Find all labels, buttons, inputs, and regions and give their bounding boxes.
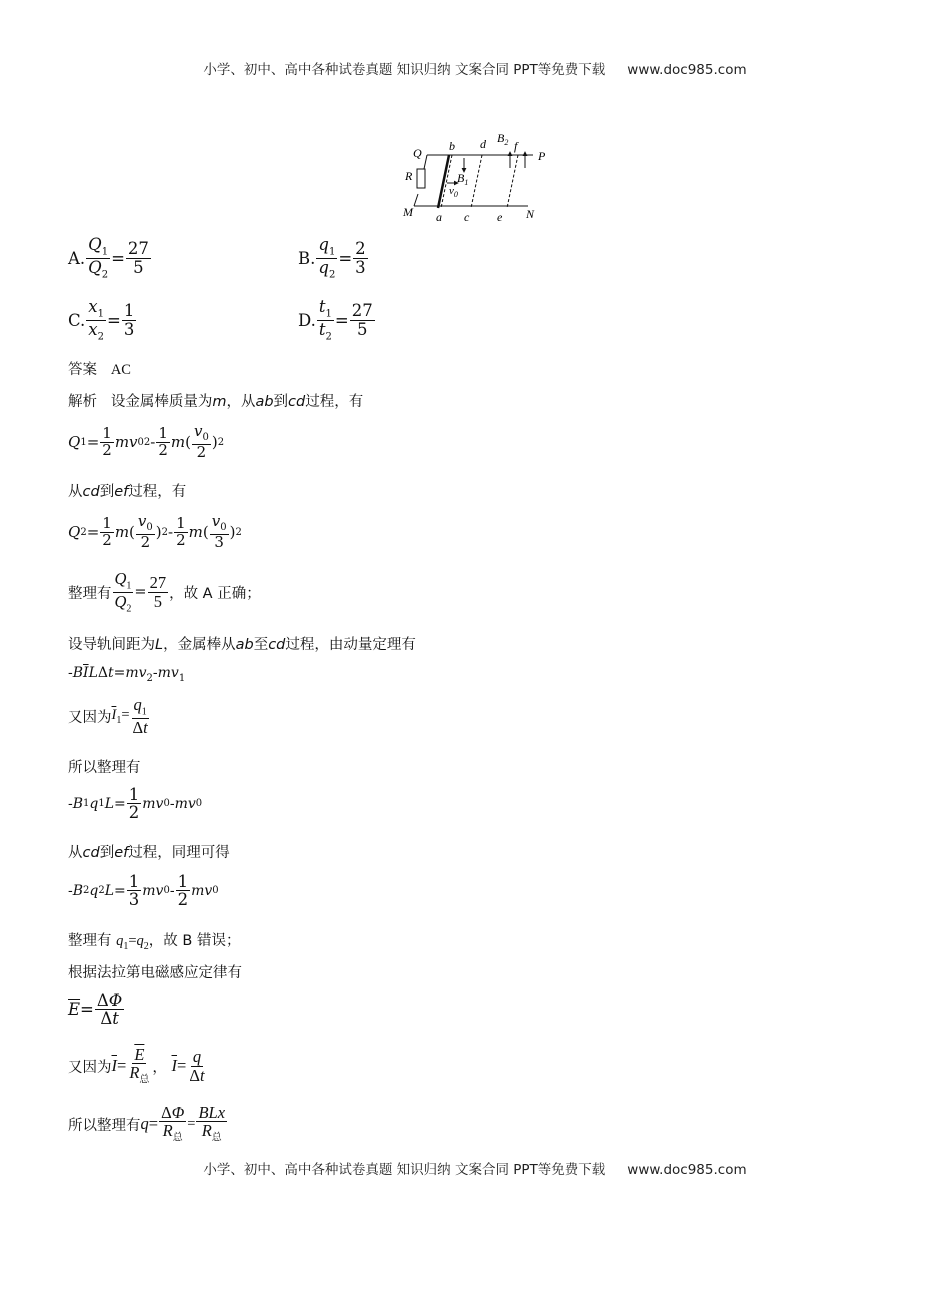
label-v0: $v_0$ <box>449 185 458 199</box>
footer-text: 小学、初中、高中各种试卷真题 知识归纳 文案合同 PPT等免费下载 <box>203 1162 606 1178</box>
label-d: d <box>480 137 486 151</box>
option-a: A. $\frac{Q_1}{Q_2}$ = $\frac{27}{5}$ <box>68 235 149 281</box>
analysis-line-9: 所以整理有 <box>68 760 141 776</box>
label-b1: $B_1$ <box>457 171 469 187</box>
metal-rod <box>438 155 449 208</box>
option-b: B. $\frac{q_1}{q_2}$ = $\frac{2}{3}$ <box>298 235 366 281</box>
footer-url: www.doc985.com <box>627 1162 747 1178</box>
equation-faraday: $\overline{E}$ = $\frac{\Delta\Phi}{\Delta t}$ <box>68 991 123 1029</box>
analysis-line-6: 设导轨间距为L，金属棒从ab至cd过程，由动量定理有 <box>68 637 416 653</box>
analysis-line-1: 解析 设金属棒质量为m，从ab到cd过程，有 <box>68 394 364 410</box>
analysis-line-14: 根据法拉第电磁感应定律有 <box>68 965 242 981</box>
analysis-line-13: 整理有 $q_1=q_2$，故 B 错误； <box>68 933 241 952</box>
equation-momentum-2: - B 1 q 1 L = $\frac{1}{2}$ mv 0 - mv 0 <box>68 785 203 823</box>
header-url: www.doc985.com <box>627 62 747 78</box>
header-text: 小学、初中、高中各种试卷真题 知识归纳 文案合同 PPT等免费下载 <box>203 62 606 78</box>
equation-momentum-1: $-B\overline{I}L\Delta t=mv_2-mv_1$ <box>68 665 186 684</box>
analysis-line-5: 整理有 $\frac{Q_1}{Q_2}$ = $\frac{27}{5}$ ，故 A 正确； <box>68 569 261 615</box>
analysis-line-16: 又因为 $\overline{I}=$ $\frac{\overline{E}}{R_总}$ ， $\overline{I}=$ $\frac{q}{\Delta t}$ <box>68 1045 205 1086</box>
label-n: N <box>526 207 535 221</box>
analysis-line-8: 又因为 $\overline{I}_1=$ $\frac{q_1}{\Delta t}$ <box>68 695 148 737</box>
label-r: R <box>405 169 413 183</box>
page-footer <box>0 1158 950 1178</box>
analysis-line-17: 所以整理有 q= $\frac{\Delta\Phi}{R_总}$ = $\frac{\text{BLx}}{R_总}$ <box>68 1103 226 1144</box>
equation-momentum-3: - B 2 q 2 L = $\frac{1}{3}$ mv 0 - $\frac{1}{2}$ mv 0 <box>68 872 219 910</box>
equation-q1: Q 1 = $\frac{1}{2}$ mv 0 2 - $\frac{1}{2}$ m ( $\frac{v_0}{2}$ ) 2 <box>68 422 225 461</box>
equation-q2: Q 2 = $\frac{1}{2}$ m ( $\frac{v_0}{2}$ ) 2 - $\frac{1}{2}$ m ( $\frac{v_0}{3}$ ) 2 <box>68 512 242 551</box>
label-f: f <box>514 139 518 153</box>
option-c: C. $\frac{x_1}{x_2}$ = $\frac{1}{3}$ <box>68 297 135 343</box>
resistor-icon <box>417 169 425 188</box>
label-q: Q <box>413 146 422 160</box>
answer-line: 答案 AC <box>68 362 131 378</box>
label-m: M <box>403 205 413 219</box>
label-c: c <box>464 210 470 224</box>
analysis-line-3: 从cd到ef过程，有 <box>68 484 187 500</box>
analysis-line-11: 从cd到ef过程，同理可得 <box>68 845 230 861</box>
label-p: P <box>538 149 546 163</box>
label-a: a <box>436 210 442 224</box>
rail-diagram <box>400 128 560 224</box>
label-b2: $B_2$ <box>497 131 509 147</box>
page-header <box>0 58 950 78</box>
label-e: e <box>497 210 503 224</box>
label-b: b <box>449 139 455 153</box>
option-d: D. $\frac{t_1}{t_2}$ = $\frac{27}{5}$ <box>298 297 373 343</box>
